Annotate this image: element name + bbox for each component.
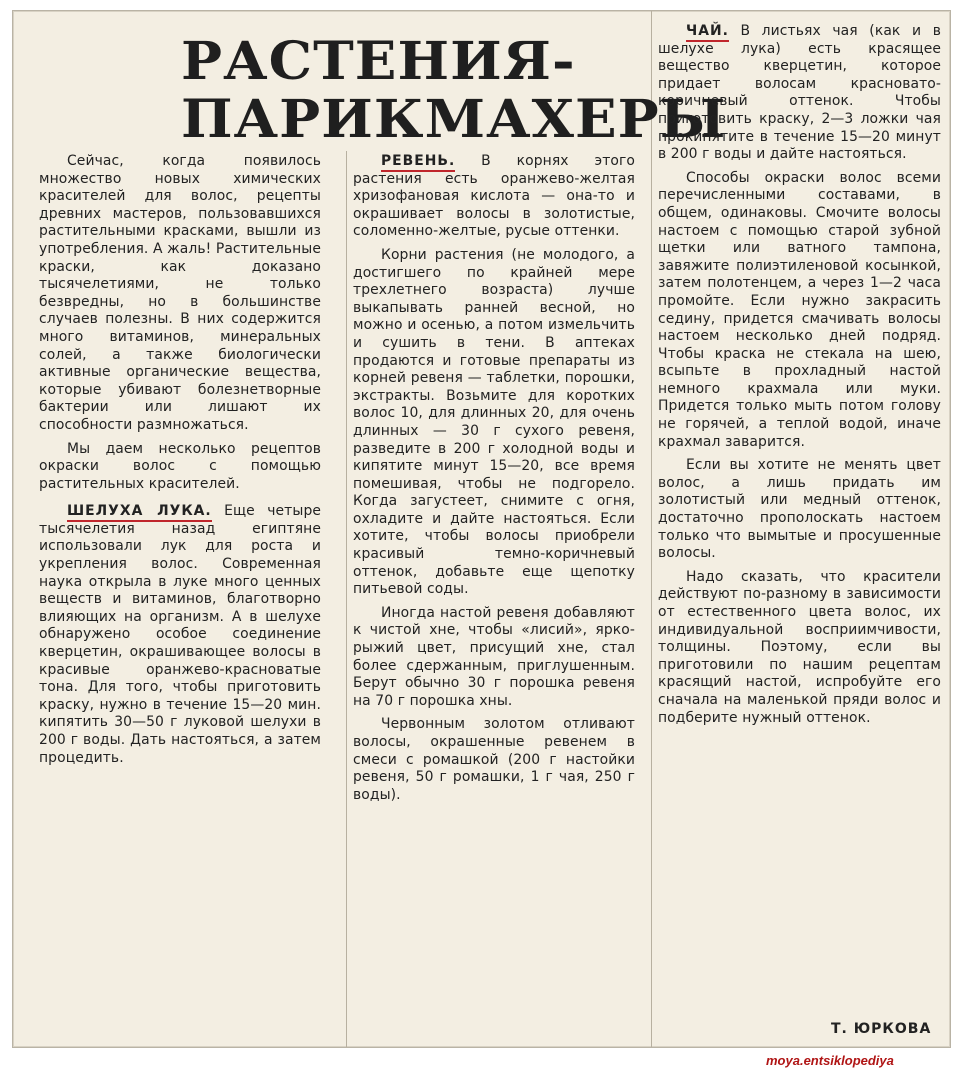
onion-section bbox=[39, 503, 321, 767]
rhubarb-keyword: РЕВЕНЬ. bbox=[381, 153, 455, 172]
column-3 bbox=[658, 23, 941, 733]
tea-text: В листьях чая (как и в шелухе лука) есть красящее вещество кверцетин, которое придает волосам красновато-коричневый оттенок. Чтобы приготовить краску, 2—3 ложки чая прокипятите в течение 15—20 минут в 200 г воды и дайте настояться. bbox=[658, 23, 941, 163]
site-watermark: moya.entsiklopediya bbox=[766, 1053, 894, 1068]
author-signature: Т. ЮРКОВА bbox=[831, 1021, 932, 1037]
onion-keyword: ШЕЛУХА ЛУКА. bbox=[67, 503, 212, 522]
rhubarb-section bbox=[353, 153, 635, 241]
column-2 bbox=[353, 153, 635, 810]
rhubarb-paragraph: Корни растения (не молодого, а достигшего по крайней мере трехлетнего возраста) лучше выкапывать ранней весной, но можно и осенью, а потом измельчить и сушить в тени. В аптеках продаются и готовые препараты из корней ревеня — таблетки, порошки, экстракты. Возьмите для коротких волос 10, для длинных 20, для очень длинных — 30 г сухого ревеня, разведите в 200 г холодной воды и кипятите минут 15—20, все время помешивая, чтобы не подгорело. Когда загустеет, снимите с огня, охладите и дайте настояться. Если хотите, чтобы волосы приобрели красивый темно-коричневый оттенок, добавьте еще щепотку питьевой соды. bbox=[353, 246, 635, 598]
column-divider-right bbox=[651, 11, 652, 1048]
headline-line-1: РАСТЕНИЯ- bbox=[181, 31, 576, 92]
tea-keyword: ЧАЙ. bbox=[686, 23, 729, 42]
tea-paragraph: Способы окраски волос всеми перечисленными составами, в общем, одинаковы. Смочите волосы настоем с помощью старой зубной щетки или ватного тампона, завяжите полиэтиленовой косынкой, затем полотенцем, а через 1—2 часа промойте. Если нужно закрасить седину, придется смачивать волосы настоем несколько дней подряд. Чтобы краска не стекала на шею, всыпьте в прохладный настой немного крахмала или муки. Придется только мыть потом голову не горячей, а теплой водой, иначе крахмал заварится. bbox=[658, 169, 941, 450]
headline-line-2: ПАРИКМАХЕРЫ bbox=[181, 89, 727, 150]
rhubarb-paragraph: Иногда настой ревеня добавляют к чистой хне, чтобы «лисий», ярко-рыжий цвет, присущий хне, стал более сдержанным, приглушенным. Берут обычно 30 г порошка ревеня на 70 г порошка хны. bbox=[353, 604, 635, 709]
column-1 bbox=[39, 153, 321, 773]
tea-paragraph: Если вы хотите не менять цвет волос, а лишь придать им золотистый или медный оттенок, достаточно прополоскать настоем только что вымытые и просушенные волосы. bbox=[658, 457, 941, 562]
article-headline bbox=[181, 31, 727, 150]
onion-text: Еще четыре тысячелетия назад египтяне использовали лук для роста и укрепления волос. Современная наука открыла в луке много ценных веществ и витаминов, благотворно влияющих на организм. А в шелухе обнаружено особое соединение кверцетин, окрашивающее волосы в красивые оранжево-красноватые тона. Для того, чтобы приготовить краску, нужно в течение 15—20 мин. кипятить 30—50 г луковой шелухи в 200 г воды. Дать настояться, а затем процедить. bbox=[39, 503, 322, 766]
column-divider-left bbox=[346, 151, 347, 1048]
tea-section bbox=[658, 23, 941, 164]
rhubarb-paragraph: Червонным золотом отливают волосы, окрашенные ревенем в смеси с ромашкой (200 г настойки ревеня, 50 г ромашки, 1 г чая, 250 г воды). bbox=[353, 716, 635, 803]
tea-paragraph: Надо сказать, что красители действуют по-разному в зависимости от естественного цвета волос, их индивидуальной восприимчивости, толщины. Поэтому, если вы приготовили по нашим рецептам красящий настой, испробуйте его сначала на маленькой пряди волос и подберите нужный оттенок. bbox=[658, 568, 941, 726]
intro-paragraph: Сейчас, когда появилось множество новых химических красителей для волос, рецепты древних мастеров, пользовавшихся растительными красками, вышли из употребления. А жаль! Растительные краски, как доказано тысячелетиями, не только безвредны, но в большинстве случаев полезны. В них содержится много витаминов, минеральных солей, а также биологически активные органические вещества, которые убивают болезнетворные бактерии или лишают их способности размножаться. bbox=[39, 153, 321, 433]
intro-paragraph: Мы даем несколько рецептов окраски волос с помощью растительных красителей. bbox=[39, 440, 321, 492]
rhubarb-text: В корнях этого растения есть оранжево-желтая хризофановая кислота — она-то и окрашивает волосы в золотистые, соломенно-желтые, русые оттенки. bbox=[353, 153, 636, 240]
newspaper-clipping bbox=[12, 10, 951, 1048]
